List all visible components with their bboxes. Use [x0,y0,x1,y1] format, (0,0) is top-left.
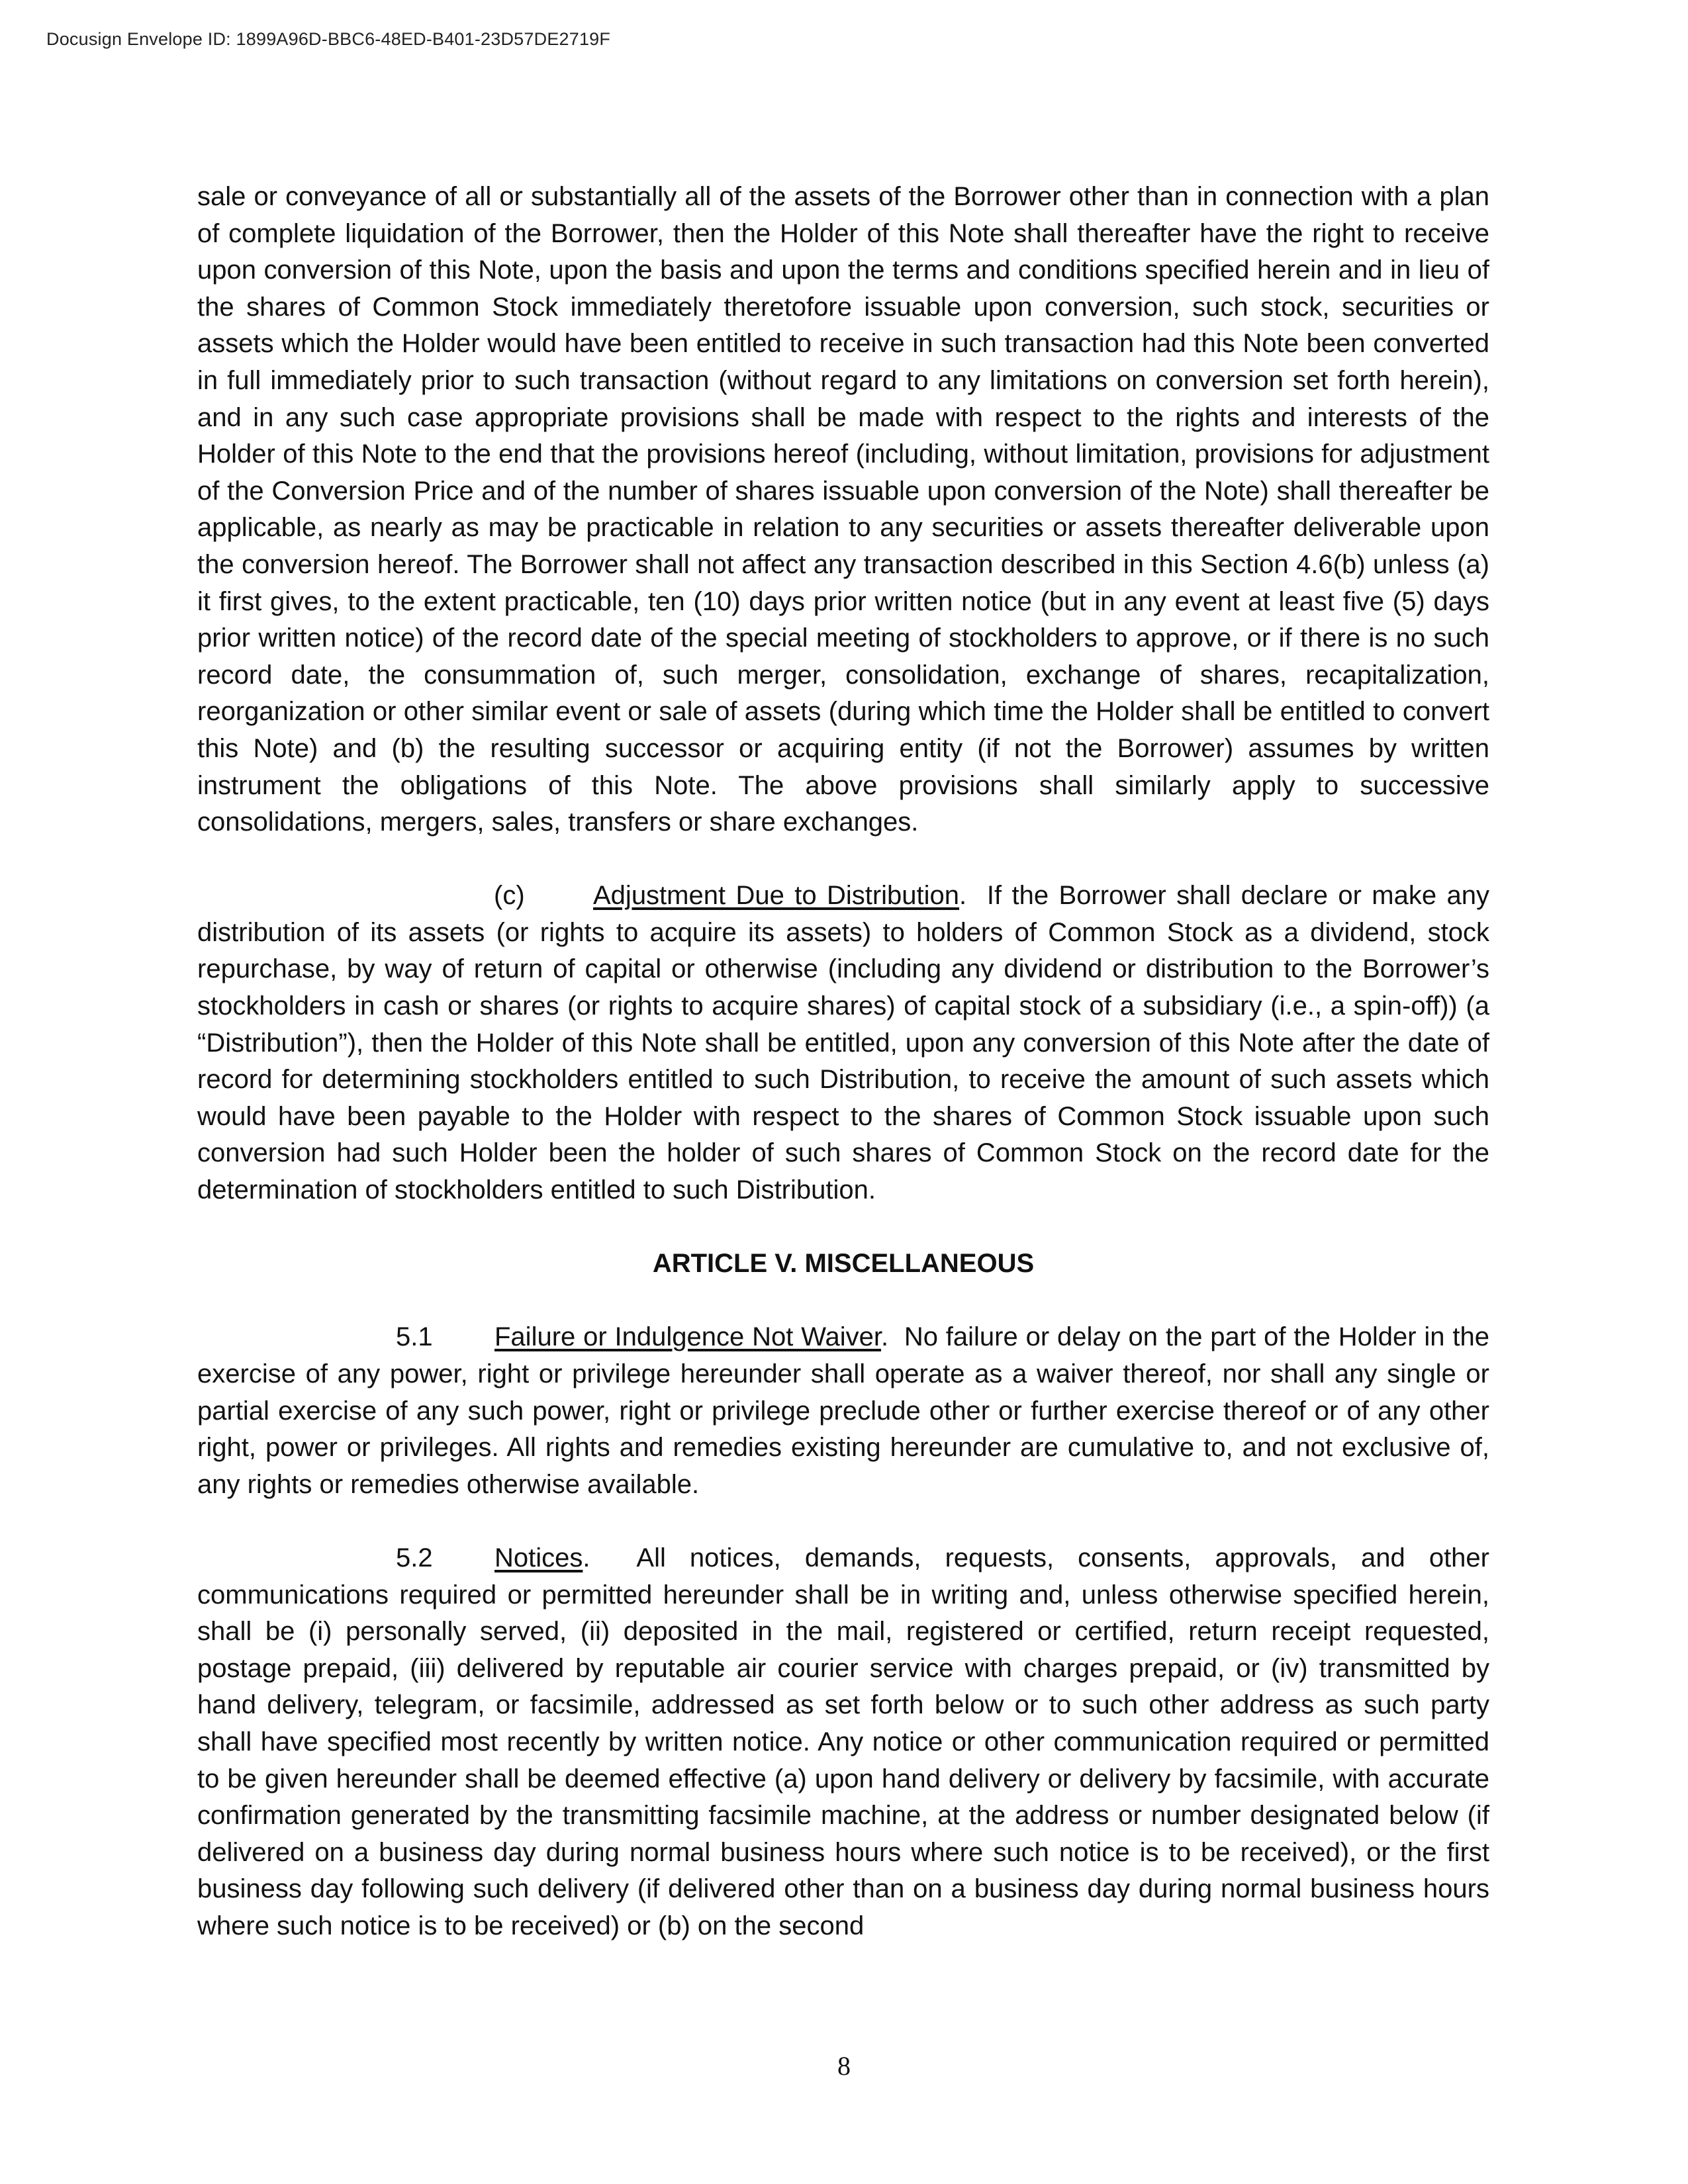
section-number: 5.2 [396,1543,433,1572]
paragraph-continuation: sale or conveyance of all or substantially all of the assets of the Borrower other than in connection with a plan of complete liquidation of the Borrower, then the Holder of this Note shall thereafter have the right to receive upon conversion of this Note, upon the basis and upon the terms and conditions specified herein and in lieu of the shares of Common Stock immediately theretofore issuable upon conversion, such stock, securities or assets which the Holder would have been entitled to receive in such transaction had this Note been converted in full immediately prior to such transaction (without regard to any limitations on conversion set forth herein), and in any such case appropriate provisions shall be made with respect to the rights and interests of the Holder of this Note to the end that the provisions hereof (including, without limitation, provisions for adjustment of the Conversion Price and of the number of shares issuable upon conversion of the Note) shall thereafter be applicable, as nearly as may be practicable in relation to any securities or assets thereafter deliverable upon the conversion hereof. The Borrower shall not affect any transaction described in this Section 4.6(b) unless (a) it first gives, to the extent practicable, ten (10) days prior written notice (but in any event at least five (5) days prior written notice) of the record date of the special meeting of stockholders to approve, or if there is no such record date, the consummation of, such merger, consolidation, exchange of shares, recapitalization, reorganization or other similar event or sale of assets (during which time the Holder shall be entitled to convert this Note) and (b) the resulting successor or acquiring entity (if not the Borrower) assumes by written instrument the obligations of this Note. The above provisions shall similarly apply to successive consolidations, mergers, sales, transfers or share exchanges. [197,182,1489,837]
section-title: Failure or Indulgence Not Waiver [494,1322,881,1352]
section-5-2: 5.2 Notices. All notices, demands, requests, consents, approvals, and other communications required or permitted hereunder shall be in writing and, unless otherwise specified herein, shall be (i) personally served, (ii) deposited in the mail, registered or certified, return receipt requested, postage prepaid, (iii) delivered by reputable air courier service with charges prepaid, or (iv) transmitted by hand delivery, telegram, or facsimile, addressed as set forth below or to such other address as such party shall have specified most recently by written notice. Any notice or other communication required or permitted to be given hereunder shall be deemed effective (a) upon hand delivery or delivery by facsimile, with accurate confirmation generated by the transmitting facsimile machine, at the address or number designated below (if delivered on a business day during normal business hours where such notice is to be received), or the first business day following such delivery (if delivered other than on a business day during normal business hours where such notice is to be received) or (b) on the second [197,1540,1489,1945]
section-text: All notices, demands, requests, consents, approvals, and other communications required or permitted hereunder shall be in writing and, unless otherwise specified herein, shall be (i) personally served, (ii) deposited in the mail, registered or certified, return receipt requested, postage prepaid, (iii) delivered by reputable air courier service with charges prepaid, or (iv) transmitted by hand delivery, telegram, or facsimile, addressed as set forth below or to such other address as such party shall have specified most recently by written notice. Any notice or other communication required or permitted to be given hereunder shall be deemed effective (a) upon hand delivery or delivery by facsimile, with accurate confirmation generated by the transmitting facsimile machine, at the address or number designated below (if delivered on a business day during normal business hours where such notice is to be received), or the first business day following such delivery (if delivered other than on a business day during normal business hours where such notice is to be received) or (b) on the second [197,1543,1489,1940]
section-title: Notices [494,1543,583,1572]
section-title: Adjustment Due to Distribution [593,881,960,911]
section-number: 5.1 [396,1322,433,1352]
document-body [197,179,1489,1945]
section-5-1: 5.1 Failure or Indulgence Not Waiver. No failure or delay on the part of the Holder in the exercise of any power, right or privilege hereunder shall operate as a waiver thereof, nor shall any single or partial exercise of any such power, right or privilege preclude other or further exercise thereof or of any other right, power or privileges. All rights and remedies existing hereunder are cumulative to, and not exclusive of, any rights or remedies otherwise available. [197,1319,1489,1503]
docusign-envelope-id: Docusign Envelope ID: 1899A96D-BBC6-48ED-B401-23D57DE2719F [46,29,611,49]
article-heading: ARTICLE V. MISCELLANEOUS [652,1249,1035,1279]
section-text: If the Borrower shall declare or make any distribution of its assets (or rights to acquire its assets) to holders of Common Stock as a dividend, stock repurchase, by way of return of capital or otherwise (including any dividend or distribution to the Borrower’s stockholders in cash or shares (or rights to acquire shares) of capital stock of a subsidiary (i.e., a spin-off)) (a “Distribution”), then the Holder of this Note shall be entitled, upon any conversion of this Note after the date of record for determining stockholders entitled to such Distribution, to receive the amount of such assets which would have been payable to the Holder with respect to the shares of Common Stock issuable upon such conversion had such Holder been the holder of such shares of Common Stock on the record date for the determination of stockholders entitled to such Distribution. [197,881,1489,1205]
page-number: 8 [837,2051,851,2081]
section-number: (c) [494,881,525,911]
section-text: No failure or delay on the part of the Holder in the exercise of any power, right or privilege hereunder shall operate as a waiver thereof, nor shall any single or partial exercise of any such power, right or privilege preclude other or further exercise thereof or of any other right, power or privileges. All rights and remedies existing hereunder are cumulative to, and not exclusive of, any rights or remedies otherwise available. [197,1322,1490,1499]
section-4-6-c: (c) Adjustment Due to Distribution. If the Borrower shall declare or make any distribution of its assets (or rights to acquire its assets) to holders of Common Stock as a dividend, stock repurchase, by way of return of capital or otherwise (including any dividend or distribution to the Borrower’s stockholders in cash or shares (or rights to acquire shares) of capital stock of a subsidiary (i.e., a spin-off)) (a “Distribution”), then the Holder of this Note shall be entitled, upon any conversion of this Note after the date of record for determining stockholders entitled to such Distribution, to receive the amount of such assets which would have been payable to the Holder with respect to the shares of Common Stock issuable upon such conversion had such Holder been the holder of such shares of Common Stock on the record date for the determination of stockholders entitled to such Distribution. [197,878,1489,1208]
